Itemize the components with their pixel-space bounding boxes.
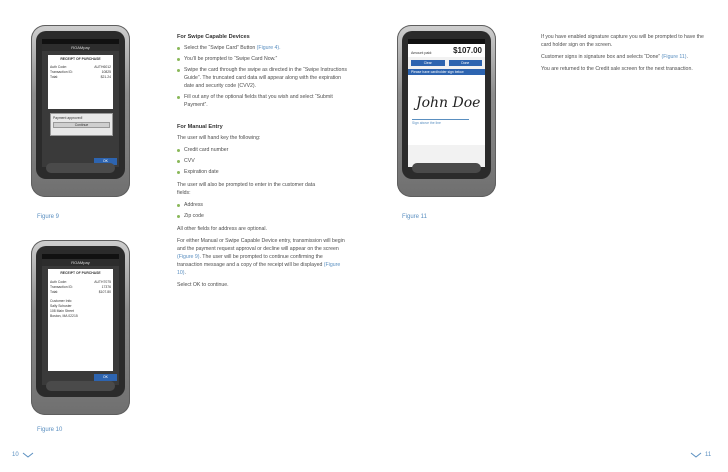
bullet-item <box>177 146 347 154</box>
app-title: ROAMpay <box>42 259 119 266</box>
receipt-value: AUTH6012 <box>94 65 111 69</box>
swipe-heading: For Swipe Capable Devices <box>177 34 250 40</box>
bullet-text: CVV <box>184 158 195 164</box>
phone-screen <box>408 39 485 167</box>
bullet-icon <box>177 47 180 50</box>
bullet-text: Address <box>184 202 204 208</box>
chevron-down-icon <box>690 452 702 458</box>
receipt-label: Auth Code: <box>50 65 67 69</box>
bullet-item <box>177 201 347 209</box>
receipt-title: RECEIPT OF PURCHASE <box>60 271 101 275</box>
customer-signs-paragraph <box>541 53 711 61</box>
bullet-text: Select the “Swipe Card” Button <box>184 45 257 51</box>
instructions-column <box>177 33 347 293</box>
bullet-text: Swipe the card through the swipe as directed in the “Swipe Instructions Guide”. The truncated card data will appear along with the expiration date and security code (CVV2). <box>184 67 347 89</box>
receipt-label: Auth Code: <box>50 280 67 284</box>
paragraph-text: For either Manual or Swipe Capable Device entry, transmission will begin and the payment request approval or decline will appear on the screen <box>177 238 345 252</box>
phone-figure-9 <box>31 25 130 197</box>
signature-paragraph: If you have enabled signature capture you will be prompted to have the card holder sign on the screen. <box>541 34 704 48</box>
bullet-item <box>177 55 347 63</box>
signature-image: John Doe <box>416 95 481 111</box>
bullet-item <box>177 157 347 165</box>
bullet-text: Fill out any of the optional fields that you wish and select “Submit Payment”. <box>184 94 333 108</box>
bullet-text: Credit card number <box>184 147 229 153</box>
hardware-keys <box>412 163 481 173</box>
select-ok-instruction: Select OK to continue. <box>177 282 229 288</box>
page-number: 11 <box>705 452 712 458</box>
paragraph-text: . <box>686 54 688 60</box>
paragraph-text: Customer signs in signature box and selects “Done” <box>541 54 662 60</box>
chevron-down-icon <box>22 452 34 458</box>
return-paragraph: You are returned to the Credit sale screen for the next transaction. <box>541 66 693 72</box>
page-number: 10 <box>12 452 19 458</box>
bullet-text: You’ll be prompted to “Swipe Card Now.” <box>184 56 278 62</box>
amount-value: $107.00 <box>453 46 482 55</box>
ok-button[interactable]: OK <box>94 158 117 165</box>
app-title: ROAMpay <box>42 44 119 51</box>
paragraph-text: . The user will be prompted to continue confirming the transaction message and a copy of the receipt will be displayed <box>177 254 324 268</box>
bullet-icon <box>177 69 180 72</box>
receipt <box>48 269 113 371</box>
bullet-icon <box>177 215 180 218</box>
bullet-text: Expiration date <box>184 169 219 175</box>
optional-note: All other fields for address are optional. <box>177 226 267 232</box>
amount-header <box>408 44 485 57</box>
receipt-value: AUTH7075 <box>94 280 111 284</box>
figure-9-caption: Figure 9 <box>37 214 60 220</box>
amount-label: Amount paid: <box>411 51 433 55</box>
figure-10-caption: Figure 10 <box>37 427 63 433</box>
bullet-item <box>177 168 347 176</box>
receipt-value: $107.80 <box>98 290 111 294</box>
customer-line: Customer Info: <box>50 299 73 303</box>
manual-heading: For Manual Entry <box>177 124 223 130</box>
phone-screen <box>42 39 119 167</box>
page-number-left <box>12 452 34 458</box>
approval-dialog <box>50 113 113 136</box>
phone-screen <box>42 254 119 385</box>
receipt-label: Transaction ID: <box>50 285 73 289</box>
customer-line: Boston, MA 02215 <box>50 314 78 318</box>
bullet-item <box>177 93 347 109</box>
receipt-value: 17376 <box>101 285 111 289</box>
phone-figure-10 <box>31 240 130 415</box>
customer-line: Sally Schuster <box>50 304 72 308</box>
bullet-item <box>177 44 347 52</box>
signature-line <box>412 119 469 120</box>
sign-line-label: Sign above the line <box>412 121 441 125</box>
bullet-icon <box>177 96 180 99</box>
done-button[interactable]: Done <box>449 60 483 66</box>
final-paragraph <box>177 237 347 277</box>
receipt-label: Total: <box>50 290 59 294</box>
continue-button[interactable]: Continue <box>53 122 110 128</box>
bullet-text: Zip code <box>184 213 204 219</box>
bullet-item <box>177 66 347 90</box>
signature-actions <box>408 57 485 69</box>
receipt-label: Transaction ID: <box>50 70 73 74</box>
bullet-icon <box>177 58 180 61</box>
signature-box[interactable] <box>408 75 485 145</box>
clear-button[interactable]: Clear <box>411 60 445 66</box>
ok-button[interactable]: OK <box>94 374 117 381</box>
page-number-right <box>690 452 711 458</box>
dialog-message: Payment approved! <box>53 116 83 120</box>
receipt-value: 10825 <box>101 70 111 74</box>
figure-11-caption: Figure 11 <box>402 214 427 220</box>
receipt-title: RECEIPT OF PURCHASE <box>60 57 101 61</box>
bullet-icon <box>177 160 180 163</box>
phone-figure-11 <box>397 25 496 197</box>
bullet-icon <box>177 171 180 174</box>
figure-reference: (Figure 10) <box>177 262 341 276</box>
paragraph-text: . <box>184 270 186 276</box>
bullet-item <box>177 212 347 220</box>
hardware-keys <box>46 163 115 173</box>
receipt-label: Total: <box>50 75 59 79</box>
bullet-icon <box>177 149 180 152</box>
customer-info <box>50 299 111 319</box>
receipt-value: $21.24 <box>100 75 111 79</box>
manual-intro: The user will hand key the following: <box>177 135 261 141</box>
receipt <box>48 55 113 109</box>
bullet-icon <box>177 204 180 207</box>
figure-reference: (Figure 9) <box>177 254 200 260</box>
sign-notice: Please have cardholder sign below <box>408 69 485 75</box>
hardware-keys <box>46 381 115 391</box>
figure-reference: (Figure 11) <box>661 54 687 60</box>
figure-reference: (Figure 4). <box>256 45 281 51</box>
customer-intro: The user will also be prompted to enter in the customer data fields: <box>177 182 316 196</box>
customer-line: 108 Main Street <box>50 309 74 313</box>
signature-column <box>541 33 711 77</box>
